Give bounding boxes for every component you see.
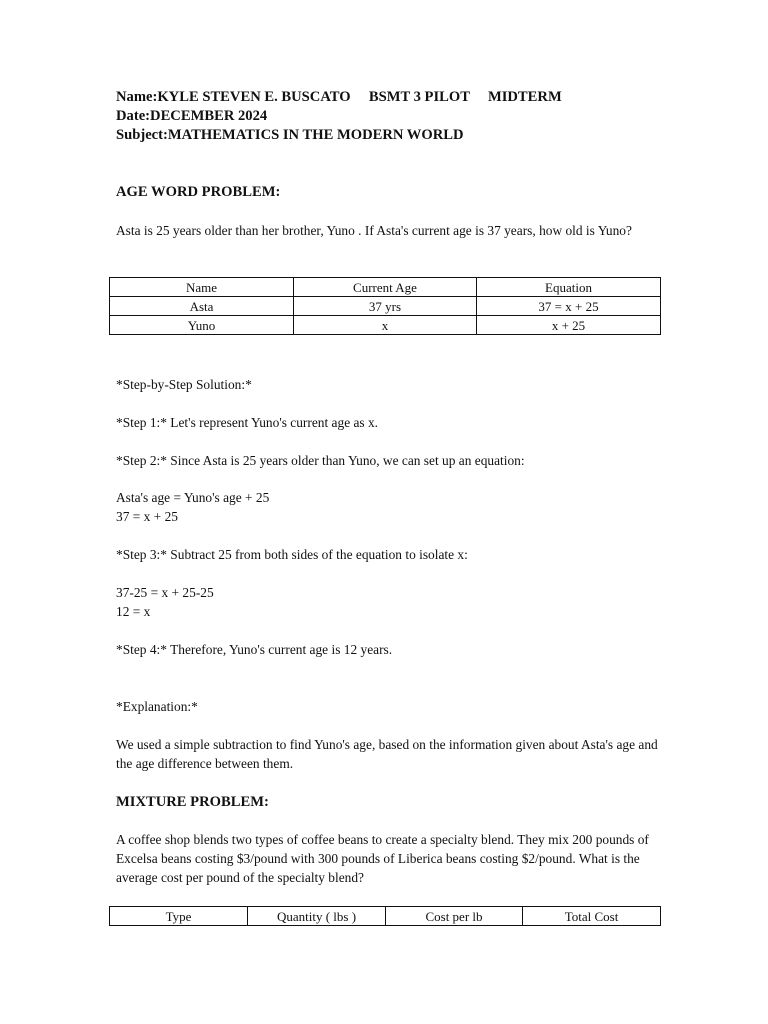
mixture-table	[109, 906, 661, 926]
table-header-cell: Name	[110, 278, 294, 297]
header-date-line: Date:DECEMBER 2024	[116, 108, 268, 124]
age-problem-heading: AGE WORD PROBLEM:	[116, 184, 281, 200]
equation-line: 37-25 = x + 25-25	[116, 585, 214, 600]
table-cell: 37 = x + 25	[477, 297, 661, 316]
age-table	[109, 277, 661, 335]
table-header-cell: Equation	[477, 278, 661, 297]
table-cell: Yuno	[110, 316, 294, 335]
header-name-line: Name:KYLE STEVEN E. BUSCATO BSMT 3 PILOT MIDTERM	[116, 89, 562, 105]
mixture-problem-statement: A coffee shop blends two types of coffee beans to create a specialty blend. They mix 200 pounds of Excelsa beans costing $3/pound with 300 pounds of Liberica beans costing $2/pound. What is the average cost per pound of the specialty blend?	[116, 832, 649, 885]
table-header-cell: Cost per lb	[386, 907, 523, 926]
table-cell: Asta	[110, 297, 294, 316]
table-header-cell: Quantity ( lbs )	[248, 907, 386, 926]
equation-line: 37 = x + 25	[116, 509, 178, 524]
table-header-cell: Total Cost	[523, 907, 661, 926]
step-1: *Step 1:* Let's represent Yuno's current age as x.	[116, 415, 379, 430]
table-header-row	[110, 278, 661, 297]
table-row	[110, 316, 661, 335]
age-problem-statement: Asta is 25 years older than her brother, Yuno . If Asta's current age is 37 years, how old is Yuno?	[116, 223, 632, 238]
equation-line: 12 = x	[116, 604, 151, 619]
mixture-problem-heading: MIXTURE PROBLEM:	[116, 794, 269, 810]
table-cell: x	[294, 316, 477, 335]
step-2: *Step 2:* Since Asta is 25 years older than Yuno, we can set up an equation:	[116, 453, 525, 468]
table-cell: 37 yrs	[294, 297, 477, 316]
explanation-text: We used a simple subtraction to find Yuno's age, based on the information given about Asta's age and the age difference between them.	[116, 737, 658, 771]
explanation-heading: *Explanation:*	[116, 699, 198, 714]
table-header-row	[110, 907, 661, 926]
table-header-cell: Type	[110, 907, 248, 926]
table-header-cell: Current Age	[294, 278, 477, 297]
step-4: *Step 4:* Therefore, Yuno's current age is 12 years.	[116, 642, 393, 657]
equation-line: Asta's age = Yuno's age + 25	[116, 490, 270, 505]
step-3: *Step 3:* Subtract 25 from both sides of the equation to isolate x:	[116, 547, 468, 562]
solution-heading: *Step-by-Step Solution:*	[116, 377, 252, 392]
table-row	[110, 297, 661, 316]
table-cell: x + 25	[477, 316, 661, 335]
header-subject-line: Subject:MATHEMATICS IN THE MODERN WORLD	[116, 127, 464, 143]
